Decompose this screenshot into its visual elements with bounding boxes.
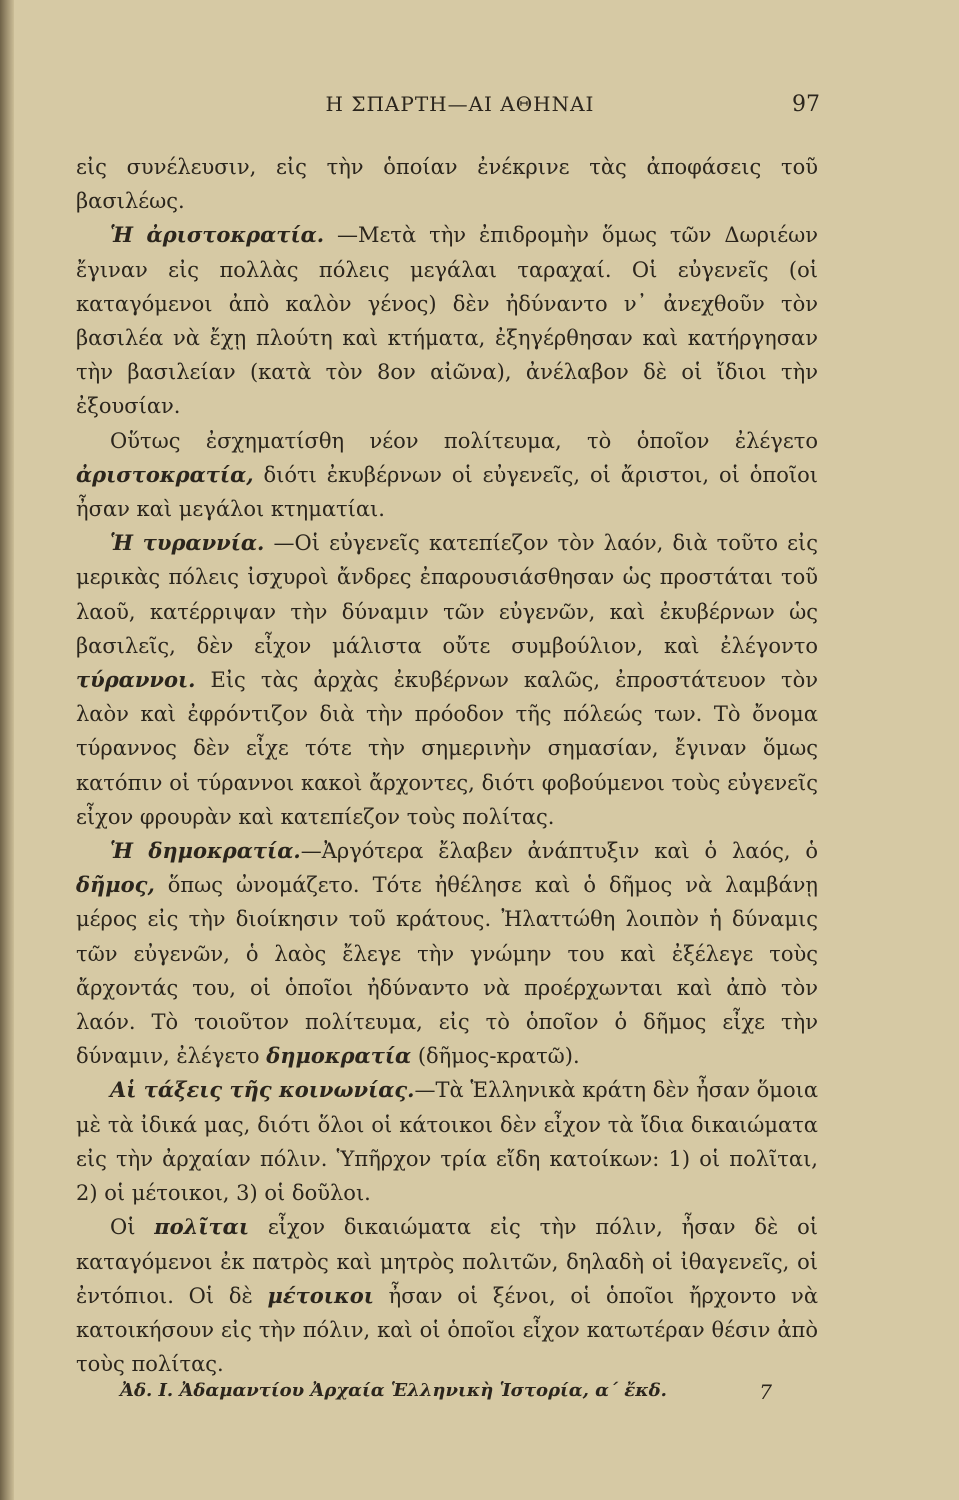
- paragraph-text: εἶχον δικαιώματα εἰς τὴν πόλιν, ἦσαν δὲ οἱ καταγόμενοι ἐκ πατρὸς καὶ μητρὸς πολιτῶν, δηλαδὴ οἱ ἰθαγενεῖς, οἱ ἐντόπιοι. Οἱ δὲ: [76, 1215, 818, 1308]
- section-social-classes: [76, 1073, 818, 1210]
- term-demos: δῆμος,: [76, 872, 155, 898]
- section-democracy: [76, 834, 818, 1073]
- signature-mark: 7: [759, 1380, 772, 1404]
- paragraph-aristocracy-definition: [76, 424, 818, 527]
- page-number: 97: [792, 92, 820, 117]
- section-heading-democracy: Ἡ δημοκρατία.: [110, 838, 301, 864]
- paragraph-text: —Ἀργότερα ἔλαβεν ἀνάπτυξιν καὶ ὁ λαός, ὁ: [300, 839, 818, 864]
- paragraph-text: Οἱ: [110, 1215, 155, 1240]
- section-heading-social-classes: Αἱ τάξεις τῆς κοινωνίας.: [110, 1077, 415, 1103]
- body-text: [76, 150, 818, 1381]
- term-aristocracy: ἀριστοκρατία,: [76, 461, 254, 487]
- paragraph-text: —Μετὰ τὴν ἐπιδρομὴν ὅμως τῶν Δωριέων ἔγιναν εἰς πολλὰς πόλεις μεγάλαι ταραχαί. Οἱ εὐγενεῖς (οἱ καταγόμενοι ἀπὸ καλὸν γένος) δὲν ἠδύναντο ν᾽ ἀνεχθοῦν τὸν βασιλέα νὰ ἔχῃ πλούτη καὶ κτήματα, ἐξηγέρθησαν καὶ κατήργησαν τὴν βασιλείαν (κατὰ τὸν 8ον αἰῶνα), ἀνέλαβον δὲ οἱ ἴδιοι τὴν ἐξουσίαν.: [76, 223, 819, 419]
- page-header: [60, 92, 820, 128]
- section-heading-tyranny: Ἡ τυραννία.: [110, 530, 265, 556]
- section-heading-aristocracy: Ἡ ἀριστοκρατία.: [110, 222, 325, 248]
- section-aristocracy: [76, 218, 818, 423]
- paragraph-text: (δῆμος-κρατῶ).: [411, 1044, 580, 1069]
- paragraph-citizens-metics: [76, 1210, 818, 1381]
- paragraph-text: ἦσαν οἱ ξένοι, οἱ ὁποῖοι ἤρχοντο νὰ κατοικήσουν εἰς τὴν πόλιν, καὶ οἱ ὁποῖοι εἶχον κατωτέραν θέσιν ἀπὸ τοὺς πολίτας.: [76, 1283, 818, 1377]
- paragraph-text: διότι ἐκυβέρνων οἱ εὐγενεῖς, οἱ ἄριστοι, οἱ ὁποῖοι ἦσαν καὶ μεγάλοι κτηματίαι.: [76, 462, 818, 522]
- paragraph-text: ὅπως ὠνομάζετο. Τότε ἠθέλησε καὶ ὁ δῆμος νὰ λαμβάνῃ μέρος εἰς τὴν διοίκησιν τοῦ κράτους. Ἠλαττώθη λοιπὸν ἡ δύναμις τῶν εὐγενῶν, ὁ λαὸς ἔλεγε τὴν γνώμην του καὶ ἐξέλεγε τοὺς ἄρχοντάς του, οἱ ὁποῖοι ἠδύναντο νὰ προέρχωνται καὶ ἀπὸ τὸν λαόν. Τὸ τοιοῦτον πολίτευμα, εἰς τὸ ὁποῖον ὁ δῆμος εἶχε τὴν δύναμιν, ἐλέγετο: [76, 873, 818, 1069]
- term-tyrants: τύραννοι.: [76, 667, 196, 693]
- term-citizens: πολῖται: [154, 1214, 249, 1240]
- paragraph-text: εἰς συνέλευσιν, εἰς τὴν ὁποίαν ἐνέκρινε τὰς ἀποφάσεις τοῦ βασιλέως.: [76, 155, 818, 214]
- paragraph-text: —Τὰ Ἑλληνικὰ κράτη δὲν ἦσαν ὅμοια μὲ τὰ ἰδικά μας, διότι ὅλοι οἱ κάτοικοι δὲν εἶχον τὰ ἴδια δικαιώματα εἰς τὴν ἀρχαίαν πόλιν. Ὑπῆρχον τρία εἴδη κατοίκων: 1) οἱ πολῖται, 2) οἱ μέτοικοι, 3) οἱ δοῦλοι.: [76, 1078, 819, 1206]
- running-title: Η ΣΠΑΡΤΗ—ΑΙ ΑΘΗΝΑΙ: [325, 92, 595, 116]
- book-spine-shadow: [0, 0, 14, 1500]
- paragraph-text: Εἰς τὰς ἀρχὰς ἐκυβέρνων καλῶς, ἐπροστάτευον τὸν λαὸν καὶ ἐφρόντιζον διὰ τὴν πρόοδον τῆς πόλεώς των. Τὸ ὄνομα τύραννος δὲν εἶχε τότε τὴν σημερινὴν σημασίαν, ἔγιναν ὅμως κατόπιν οἱ τύραννοι κακοὶ ἄρχοντες, διότι φοβούμενοι τοὺς εὐγενεῖς εἶχον φρουρὰν καὶ κατεπίεζον τοὺς πολίτας.: [76, 668, 818, 829]
- section-tyranny: [76, 526, 818, 834]
- paragraph-text: —Οἱ εὐγενεῖς κατεπίεζον τὸν λαόν, διὰ τοῦτο εἰς μερικὰς πόλεις ἰσχυροὶ ἄνδρες ἐπαρουσιάσθησαν ὡς προστάται τοῦ λαοῦ, κατέρριψαν τὴν δύναμιν τῶν εὐγενῶν, καὶ ἐκυβέρνων ὡς βασιλεῖς, δὲν εἶχον μάλιστα οὔτε συμβούλιον, καὶ ἐλέγοντο: [76, 531, 818, 658]
- term-democracy: δημοκρατία: [266, 1043, 412, 1069]
- paragraph-continuation: [76, 150, 818, 218]
- paragraph-text: Οὕτως ἐσχηματίσθη νέον πολίτευμα, τὸ ὁποῖον ἐλέγετο: [110, 428, 818, 453]
- book-citation: Ἀδ. Ι. Ἀδαμαντίου Ἀρχαία Ἑλληνικὴ Ἱστορία, α´ ἔκδ.: [120, 1380, 667, 1401]
- page-footer: [120, 1380, 820, 1414]
- term-metics: μέτοικοι: [267, 1282, 374, 1308]
